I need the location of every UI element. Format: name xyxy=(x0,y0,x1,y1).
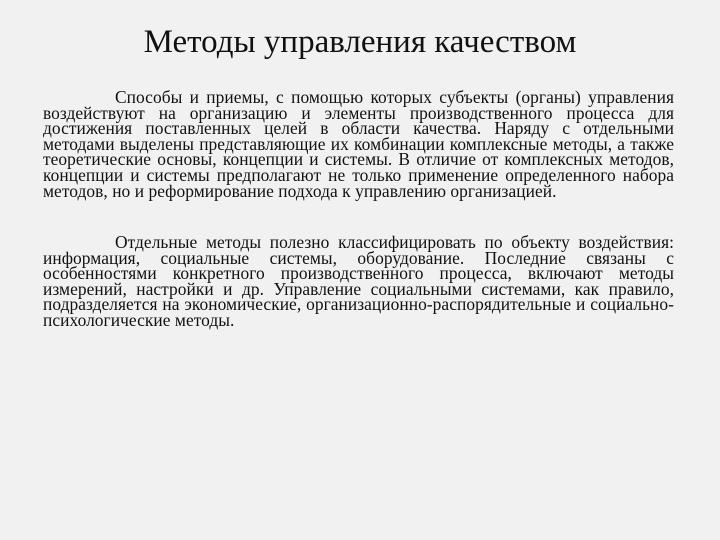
paragraph-methods-classification: Отдельные методы полезно классифицировать по объекту воздействия: информация, социальные системы, оборудование. Последние связаны с особенностями конкретного производственного процесса, включают методы измерений, настройки и др. Управление социальными системами, как правило, подразделяется на экономические, организационно-распорядительные и социально-психологические методы. xyxy=(43,232,674,330)
paragraph-methods-definition: Способы и приемы, с помощью которых субъекты (органы) управления воздействуют на организацию и элементы производственного процесса для достижения поставленных целей в области качества. Наряду с отдельными методами выделены представляющие их комбинации комплексные методы, а также теоретические основы, концепции и системы. В отличие от комплексных методов, концепции и системы предполагают не только применение определенного набора методов, но и реформирование подхода к управлению организацией. xyxy=(43,87,674,201)
slide-title: Методы управления качеством xyxy=(143,24,577,60)
